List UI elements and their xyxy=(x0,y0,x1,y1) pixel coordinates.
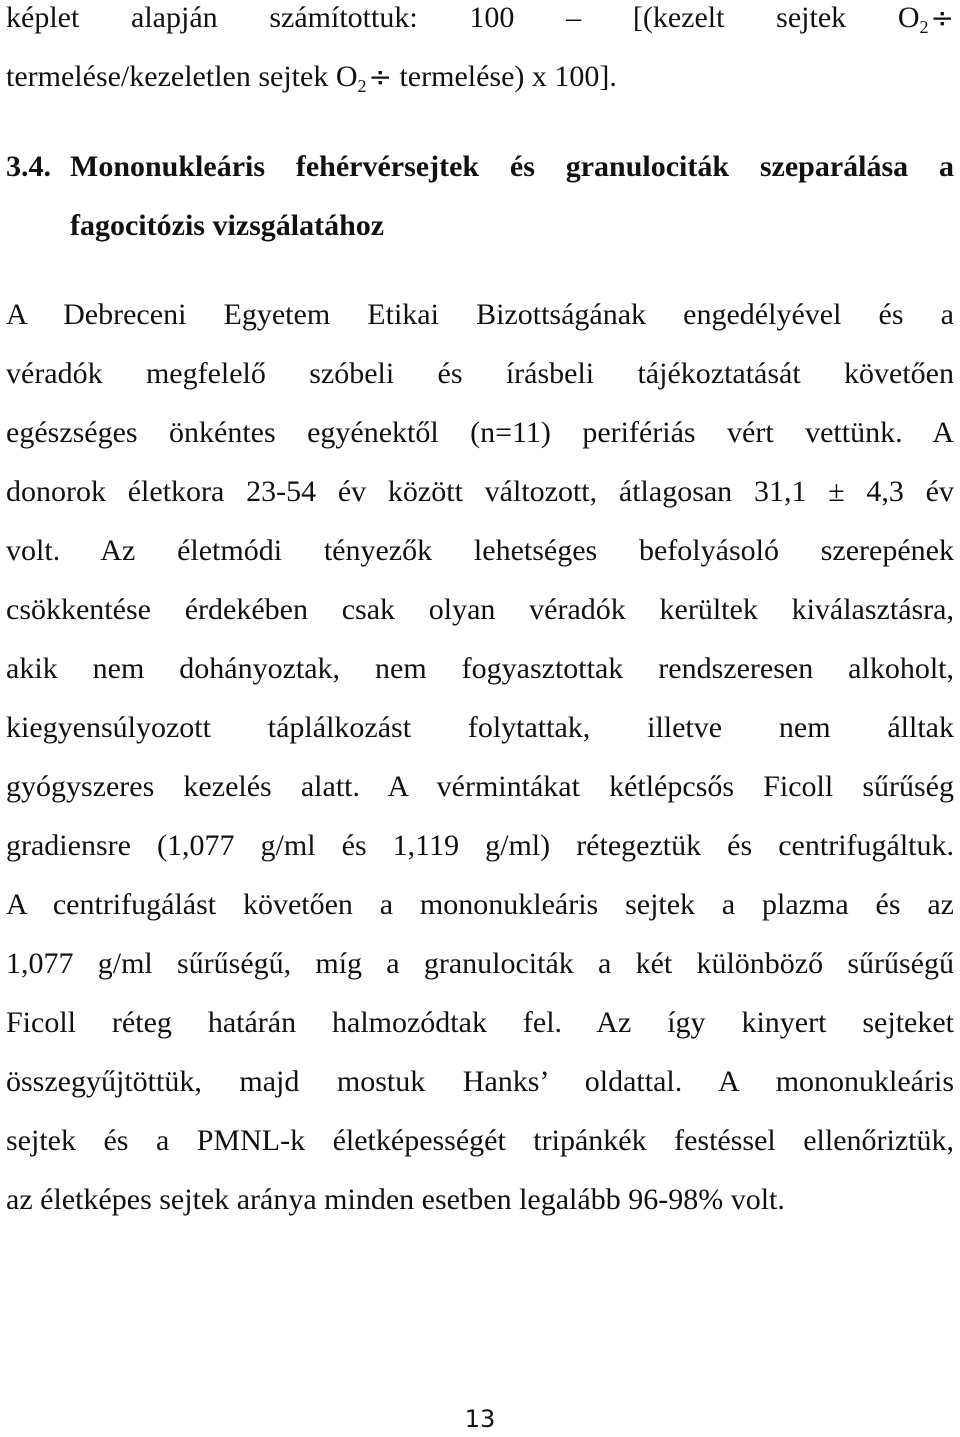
formula-line-1 xyxy=(6,0,954,36)
formula-line-2-text-after: termelése) x 100]. xyxy=(391,60,617,93)
page-number: 13 xyxy=(464,1405,496,1433)
paragraph-line: Ficoll réteg határán halmozódtak fel. Az így kinyert sejteket xyxy=(6,1006,954,1039)
section-heading xyxy=(6,149,954,185)
section-title-line-1: Mononukleáris fehérvérsejtek és granulociták szeparálása a xyxy=(70,150,954,183)
paragraph-line: volt. Az életmódi tényezők lehetséges befolyásoló szerepének xyxy=(6,534,954,567)
paragraph-line: sejtek és a PMNL-k életképességét tripánkék festéssel ellenőriztük, xyxy=(6,1124,954,1157)
formula-line-2-text-before: termelése/kezeletlen sejtek O xyxy=(6,60,358,93)
formula-line-1-text: képlet alapján számítottuk: 100 – [(kezelt sejtek O xyxy=(6,1,920,34)
paragraph-line: gradiensre (1,077 g/ml és 1,119 g/ml) rétegeztük és centrifugáltuk. xyxy=(6,829,954,862)
formula-line-2 xyxy=(6,59,954,95)
paragraph-line: gyógyszeres kezelés alatt. A vérmintákat kétlépcsős Ficoll sűrűség xyxy=(6,770,954,803)
formula-line-1-subscript: 2 xyxy=(919,17,929,37)
paragraph-line: akik nem dohányoztak, nem fogyasztottak rendszeresen alkoholt, xyxy=(6,652,954,685)
division-symbol: ÷ xyxy=(930,1,954,34)
section-title-line-2: fagocitózis vizsgálatához xyxy=(70,209,385,242)
paragraph-line: donorok életkora 23-54 év között változott, átlagosan 31,1 ± 4,3 év xyxy=(6,475,954,508)
paragraph-line: egészséges önkéntes egyénektől (n=11) perifériás vért vettünk. A xyxy=(6,416,954,449)
paragraph-line: véradók megfelelő szóbeli és írásbeli tájékoztatását követően xyxy=(6,357,954,390)
paragraph-line: 1,077 g/ml sűrűségű, míg a granulociták a két különböző sűrűségű xyxy=(6,947,954,980)
formula-line-2-subscript: 2 xyxy=(357,76,367,96)
section-number: 3.4. xyxy=(6,150,51,183)
paragraph-line: A Debreceni Egyetem Etikai Bizottságának engedélyével és a xyxy=(6,298,954,331)
division-symbol: ÷ xyxy=(368,60,392,93)
paragraph-line: kiegyensúlyozott táplálkozást folytattak, illetve nem álltak xyxy=(6,711,954,744)
paragraph-line: az életképes sejtek aránya minden esetben legalább 96-98% volt. xyxy=(6,1183,785,1216)
paragraph-line: A centrifugálást követően a mononukleáris sejtek a plazma és az xyxy=(6,888,954,921)
paragraph-line: összegyűjtöttük, majd mostuk Hanks’ oldattal. A mononukleáris xyxy=(6,1065,954,1098)
paragraph-line: csökkentése érdekében csak olyan véradók kerültek kiválasztásra, xyxy=(6,593,954,626)
